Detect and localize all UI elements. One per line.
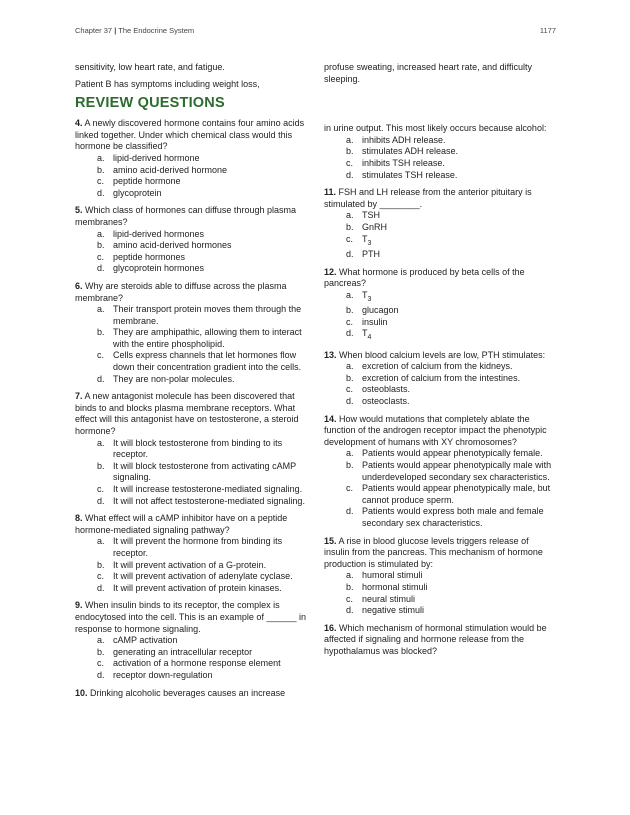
answer-option xyxy=(75,438,307,461)
question-text xyxy=(324,536,556,571)
option-text: Their transport protein moves them through the membrane. xyxy=(113,304,302,326)
option-text: It will increase testosterone-mediated signaling. xyxy=(113,484,303,494)
option-letter: a. xyxy=(97,152,105,163)
answer-option xyxy=(75,571,307,583)
option-letter: c. xyxy=(97,484,105,494)
answer-option xyxy=(75,350,307,373)
answer-option xyxy=(75,635,307,647)
option-text: It will prevent activation of adenylate cyclase. xyxy=(113,571,293,582)
option-letter: d. xyxy=(346,506,354,517)
option-letter: d. xyxy=(97,669,105,680)
question-body: Why are steroids able to diffuse across the plasma membrane? xyxy=(75,280,287,303)
question-body: How would mutations that completely ablate the function of the androgen receptor impact the phenotypic development of humans with XY chromosomes? xyxy=(324,413,547,447)
answer-option xyxy=(75,176,307,188)
option-text: Cells express channels that let hormones flow down their concentration gradient into the cells. xyxy=(113,350,302,373)
option-text: glucagon xyxy=(362,305,399,316)
option-list xyxy=(75,635,307,681)
option-letter: c. xyxy=(346,593,354,604)
question-text xyxy=(75,600,307,635)
option-letter: d. xyxy=(97,582,105,593)
question-body: Drinking alcoholic beverages causes an increase xyxy=(90,687,286,698)
question-number: 4. xyxy=(75,118,83,129)
option-text: It will block testosterone from binding to its receptor. xyxy=(113,437,283,460)
answer-option xyxy=(75,536,307,559)
answer-option xyxy=(324,317,556,329)
answer-option xyxy=(324,582,556,594)
option-text: lipid-derived hormone xyxy=(113,152,200,163)
option-letter: c. xyxy=(346,384,354,395)
option-text xyxy=(362,328,372,342)
option-text: stimulates TSH release. xyxy=(362,169,458,180)
question-text xyxy=(324,187,556,210)
answer-option xyxy=(324,170,556,182)
question-number: 14. xyxy=(324,413,337,424)
option-letter: b. xyxy=(97,164,105,175)
question-number: 13. xyxy=(324,349,337,360)
answer-option xyxy=(324,384,556,396)
question-text xyxy=(75,205,307,228)
option-letter: a. xyxy=(346,448,354,459)
question-body: Which mechanism of hormonal stimulation would be affected if signaling and hormone release from the hypothalamus was blocked? xyxy=(324,622,547,656)
option-text: It will prevent the hormone from binding its receptor. xyxy=(113,536,283,558)
option-text: hormonal stimuli xyxy=(362,581,428,592)
option-letter: c. xyxy=(97,251,105,262)
page-header xyxy=(75,26,556,38)
intro-text-2: Patient B has symptoms including weight loss, xyxy=(75,78,260,89)
question-text xyxy=(75,513,307,536)
option-text: amino acid-derived hormones xyxy=(113,240,232,251)
option-text: osteoclasts. xyxy=(362,396,410,407)
option-text xyxy=(362,233,372,247)
option-text: neural stimuli xyxy=(362,593,416,604)
option-list xyxy=(75,536,307,594)
option-text-base: T xyxy=(362,233,368,244)
answer-option xyxy=(75,583,307,595)
question xyxy=(324,623,556,658)
option-text: Patients would appear phenotypically female. xyxy=(362,448,543,459)
question xyxy=(75,513,307,594)
question-text xyxy=(324,623,556,658)
question-number: 11. xyxy=(324,187,337,198)
question-text xyxy=(324,414,556,449)
option-letter: b. xyxy=(346,372,354,383)
answer-option xyxy=(324,570,556,582)
option-letter: a. xyxy=(97,536,105,547)
answer-option xyxy=(324,361,556,373)
answer-option xyxy=(324,460,556,483)
question-body: A new antagonist molecule has been discovered that binds to and blocks plasma membrane receptors. What effect will this antagonist have on testosterone, a steroid hormone? xyxy=(75,391,299,437)
question-body: When blood calcium levels are low, PTH stimulates: xyxy=(339,349,546,360)
option-letter: d. xyxy=(97,187,105,198)
question-body: FSH and LH release from the anterior pituitary is stimulated by ________. xyxy=(324,187,532,209)
question xyxy=(75,281,307,385)
option-letter: b. xyxy=(97,559,105,570)
answer-option xyxy=(75,188,307,200)
question-text xyxy=(324,350,556,362)
answer-option xyxy=(75,670,307,682)
option-letter: c. xyxy=(346,157,354,168)
option-text-subscript: 3 xyxy=(367,295,372,303)
answer-option xyxy=(75,374,307,386)
option-text-base: T xyxy=(362,289,368,300)
option-list xyxy=(75,153,307,199)
question-body: What effect will a cAMP inhibitor have on a peptide hormone-mediated signaling pathway? xyxy=(75,513,288,535)
question xyxy=(324,536,556,617)
option-letter: a. xyxy=(346,134,354,145)
option-list xyxy=(75,229,307,275)
answer-option xyxy=(324,210,556,222)
option-letter: c. xyxy=(346,483,354,494)
option-text: peptide hormones xyxy=(113,251,186,262)
option-letter: b. xyxy=(97,646,105,657)
running-head xyxy=(75,26,194,35)
option-letter: d. xyxy=(346,169,354,180)
question xyxy=(75,688,307,700)
question xyxy=(75,205,307,275)
answer-option xyxy=(75,327,307,350)
option-text: excretion of calcium from the kidneys. xyxy=(362,361,513,372)
question-text xyxy=(75,688,307,700)
option-text: activation of a hormone response element xyxy=(113,658,281,669)
option-text: It will prevent activation of a G-protein. xyxy=(113,559,267,570)
answer-option xyxy=(324,373,556,385)
option-letter: b. xyxy=(346,146,354,157)
intro-text-continued: profuse sweating, increased heart rate, and difficulty sleeping. xyxy=(324,62,532,84)
question xyxy=(324,414,556,530)
option-text: They are non-polar molecules. xyxy=(113,373,235,384)
question-text xyxy=(75,281,307,304)
option-text xyxy=(362,289,372,303)
page-number: 1177 xyxy=(539,26,556,35)
chapter-number: Chapter 37 xyxy=(75,26,113,35)
answer-option xyxy=(324,249,556,261)
answer-option xyxy=(75,252,307,264)
question-number: 9. xyxy=(75,600,83,611)
answer-option xyxy=(324,146,556,158)
question-body: A rise in blood glucose levels triggers release of insulin from the pancreas. This mechanism of hormone production is stimulated by: xyxy=(324,535,543,569)
option-letter: a. xyxy=(346,210,354,221)
answer-option xyxy=(324,158,556,170)
option-letter: c. xyxy=(97,571,105,582)
question-text xyxy=(75,118,307,153)
question-number: 15. xyxy=(324,535,337,546)
question-list xyxy=(75,118,307,699)
option-text: humoral stimuli xyxy=(362,570,423,581)
question-body: What hormone is produced by beta cells of the pancreas? xyxy=(324,266,525,289)
left-column xyxy=(75,62,307,705)
option-text: TSH xyxy=(362,210,380,221)
option-letter: d. xyxy=(97,495,105,506)
answer-option xyxy=(75,658,307,670)
option-text: lipid-derived hormones xyxy=(113,228,205,239)
answer-option xyxy=(324,305,556,317)
option-letter: a. xyxy=(346,289,354,300)
question xyxy=(75,391,307,507)
question-number: 5. xyxy=(75,205,83,216)
option-text: PTH xyxy=(362,248,380,259)
answer-option xyxy=(75,263,307,275)
option-letter: c. xyxy=(97,350,105,361)
answer-option xyxy=(324,483,556,506)
intro-text-1: sensitivity, low heart rate, and fatigue. xyxy=(75,62,225,72)
question-number: 12. xyxy=(324,266,337,277)
option-text: Patients would appear phenotypically male with underdeveloped secondary sex characteristics. xyxy=(362,460,552,482)
option-letter: b. xyxy=(346,305,354,316)
answer-option xyxy=(324,448,556,460)
question xyxy=(324,350,556,408)
option-text-subscript: 4 xyxy=(367,334,372,342)
option-letter: a. xyxy=(97,304,105,315)
question-text xyxy=(324,267,556,290)
option-letter: c. xyxy=(97,176,105,187)
answer-option xyxy=(75,461,307,484)
answer-option xyxy=(75,647,307,659)
answer-option xyxy=(75,153,307,165)
option-list xyxy=(324,290,556,344)
option-letter: d. xyxy=(346,396,354,407)
answer-option xyxy=(75,484,307,496)
option-letter: b. xyxy=(346,221,354,232)
option-text: osteoblasts. xyxy=(362,384,411,395)
option-letter: d. xyxy=(346,605,354,616)
option-list xyxy=(324,135,556,181)
option-letter: b. xyxy=(97,460,105,471)
option-text: generating an intracellular receptor xyxy=(113,646,253,657)
option-letter: a. xyxy=(346,570,354,581)
option-list xyxy=(324,448,556,529)
answer-option xyxy=(324,234,556,249)
option-letter: b. xyxy=(346,460,354,471)
option-text: Patients would appear phenotypically male, but cannot produce sperm. xyxy=(362,483,551,505)
option-list xyxy=(324,210,556,260)
question-list xyxy=(324,187,556,657)
option-letter: c. xyxy=(346,233,354,244)
option-letter: a. xyxy=(97,228,105,239)
option-text: cAMP activation xyxy=(113,635,178,646)
option-text-subscript: 3 xyxy=(367,239,372,247)
answer-option xyxy=(75,304,307,327)
question xyxy=(75,118,307,199)
answer-option xyxy=(75,240,307,252)
option-text: stimulates ADH release. xyxy=(362,146,459,157)
answer-option xyxy=(75,165,307,177)
section-heading: REVIEW QUESTIONS xyxy=(75,95,225,112)
question-number: 7. xyxy=(75,391,83,402)
option-text-base: T xyxy=(362,328,368,339)
question-text xyxy=(75,391,307,437)
option-list xyxy=(75,304,307,385)
question-body: When insulin binds to its receptor, the complex is endocytosed into the cell. This is an example of ______ in response to hormone signaling. xyxy=(75,600,306,634)
answer-option xyxy=(75,560,307,572)
option-text: negative stimuli xyxy=(362,605,425,616)
option-letter: d. xyxy=(346,328,354,339)
option-list xyxy=(324,570,556,616)
option-text: excretion of calcium from the intestines. xyxy=(362,372,521,383)
option-letter: b. xyxy=(97,240,105,251)
option-letter: d. xyxy=(97,373,105,384)
option-list xyxy=(75,438,307,508)
option-letter: d. xyxy=(97,263,105,274)
header-separator: | xyxy=(114,26,117,35)
spacer xyxy=(324,90,556,123)
option-text: They are amphipathic, allowing them to interact with the entire phospholipid. xyxy=(113,327,302,349)
option-letter: a. xyxy=(97,635,105,646)
question-text-continued: in urine output. This most likely occurs because alcohol: xyxy=(324,123,547,134)
option-text: peptide hormone xyxy=(113,176,181,187)
option-text: glycoprotein hormones xyxy=(113,263,205,274)
question xyxy=(75,600,307,681)
option-text: It will block testosterone from activating cAMP signaling. xyxy=(113,460,296,483)
option-list xyxy=(324,361,556,407)
option-text: glycoprotein xyxy=(113,187,162,198)
option-letter: b. xyxy=(97,327,105,338)
question xyxy=(324,187,556,260)
option-text: It will not affect testosterone-mediated signaling. xyxy=(113,495,305,506)
question-body: Which class of hormones can diffuse through plasma membranes? xyxy=(75,205,296,227)
option-text: GnRH xyxy=(362,221,388,232)
option-text: inhibits TSH release. xyxy=(362,157,445,168)
answer-option xyxy=(324,135,556,147)
option-letter: a. xyxy=(346,361,354,372)
option-letter: b. xyxy=(346,581,354,592)
answer-option xyxy=(324,328,556,343)
question xyxy=(324,267,556,344)
option-letter: a. xyxy=(97,437,105,448)
answer-option xyxy=(324,605,556,617)
option-text: Patients would express both male and female secondary sex characteristics. xyxy=(362,506,544,528)
answer-option xyxy=(324,594,556,606)
option-text: amino acid-derived hormone xyxy=(113,164,228,175)
option-letter: c. xyxy=(97,658,105,669)
answer-option xyxy=(75,229,307,241)
question-number: 16. xyxy=(324,622,337,633)
question-number: 8. xyxy=(75,513,83,524)
answer-option xyxy=(324,222,556,234)
chapter-title: The Endocrine System xyxy=(118,26,195,35)
answer-option xyxy=(324,506,556,529)
question-number: 10. xyxy=(75,687,88,698)
option-text: inhibits ADH release. xyxy=(362,134,446,145)
option-text: receptor down-regulation xyxy=(113,669,213,680)
right-column xyxy=(324,62,556,664)
answer-option xyxy=(324,290,556,305)
option-text: It will prevent activation of protein kinases. xyxy=(113,582,282,593)
question-continued xyxy=(324,123,556,181)
question-body: A newly discovered hormone contains four amino acids linked together. Under which chemical class would this hormone be classified? xyxy=(75,118,305,152)
option-text: insulin xyxy=(362,316,388,327)
option-letter: d. xyxy=(346,248,354,259)
answer-option xyxy=(75,496,307,508)
option-letter: c. xyxy=(346,316,354,327)
question-number: 6. xyxy=(75,280,83,291)
answer-option xyxy=(324,396,556,408)
